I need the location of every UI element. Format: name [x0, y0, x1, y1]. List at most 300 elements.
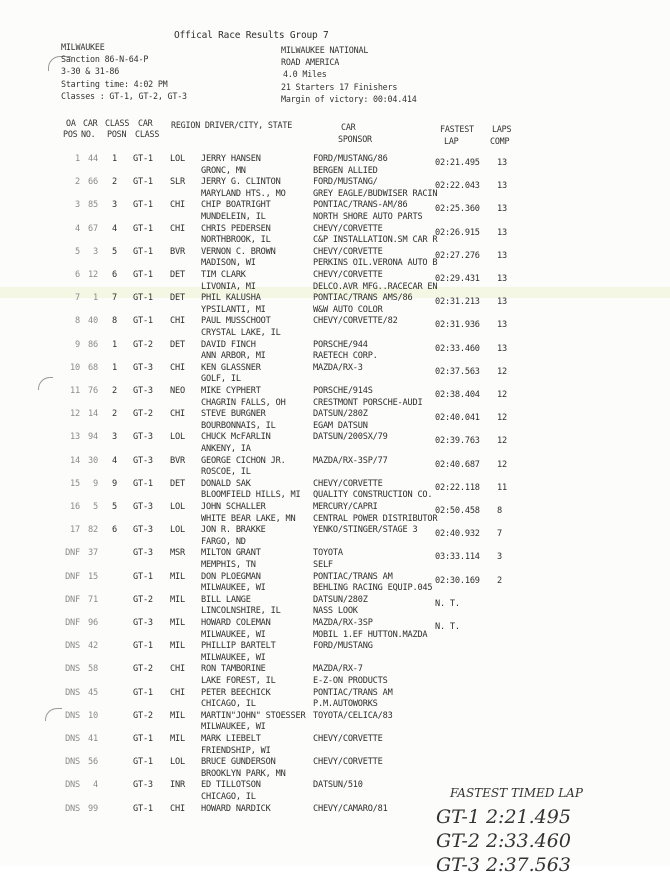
header-track: ROAD AMERICA	[281, 57, 340, 67]
row-car-no: 76	[88, 386, 98, 396]
col-posn: POSN	[107, 129, 127, 139]
row-car: CHEVY/CORVETTE	[313, 734, 383, 744]
row-car: DATSUN/510	[313, 780, 363, 791]
row-car-no: 37	[88, 548, 98, 559]
pencil-mark	[38, 377, 53, 390]
row-city: MEMPHIS, TN	[201, 559, 256, 570]
row-fastest-lap: 02:27.276	[435, 250, 480, 261]
col-lap: LAP	[444, 136, 459, 146]
row-sponsor: E-Z-ON PRODUCTS	[313, 675, 388, 686]
row-class: GT-1	[133, 177, 153, 188]
row-class-posn: 1	[112, 154, 117, 164]
row-class: GT-3	[133, 525, 153, 536]
row-driver: HOWARD COLEMAN	[201, 618, 271, 628]
row-region: MIL	[170, 641, 185, 652]
row-sponsor: BERGEN ALLIED	[313, 165, 378, 176]
col-class: CLASS	[105, 118, 130, 128]
row-laps: 13	[497, 158, 507, 168]
row-class-posn: 6	[112, 525, 117, 536]
row-car: DATSUN/280Z	[313, 594, 368, 605]
row-laps: 13	[497, 343, 507, 354]
row-class: GT-1	[133, 154, 153, 164]
row-laps: 12	[497, 436, 507, 447]
row-pos: 16	[70, 502, 80, 512]
header-event: MILWAUKEE NATIONAL	[281, 45, 369, 55]
row-region: CHI	[170, 664, 185, 675]
row-car: CHEVY/CORVETTE	[313, 223, 383, 234]
row-driver: JERRY G. CLINTON	[201, 177, 281, 188]
row-sponsor: C&P INSTALLATION.SM CAR R	[313, 235, 438, 246]
row-pos: 4	[75, 223, 80, 234]
row-fastest-lap: 02:31.213	[435, 297, 480, 308]
row-laps: 13	[497, 227, 507, 238]
row-driver: TIM CLARK	[201, 270, 246, 280]
row-region: LOL	[170, 502, 185, 512]
row-car: PONTIAC/TRANS AM	[313, 687, 393, 698]
row-pos: 5	[75, 246, 80, 257]
row-car-no: 71	[88, 594, 98, 605]
row-class: GT-1	[133, 223, 153, 234]
row-region: CHI	[170, 200, 185, 211]
row-class: GT-3	[133, 618, 153, 628]
row-car: PORSCHE/944	[313, 339, 368, 350]
row-class: GT-1	[133, 246, 153, 257]
row-car-no: 3	[93, 246, 98, 257]
row-region: LOL	[170, 432, 185, 443]
row-class: GT-3	[133, 548, 153, 559]
row-pos: DNF	[65, 571, 80, 582]
row-car-no: 58	[88, 664, 98, 675]
row-pos: 10	[70, 362, 80, 373]
row-driver: JERRY HANSEN	[201, 154, 261, 164]
row-driver: VERNON C. BROWN	[201, 246, 276, 257]
row-sponsor: MOBIL 1.EF HUTTON.MAZDA	[313, 629, 428, 640]
row-laps: 13	[497, 297, 507, 308]
row-region: CHI	[170, 362, 185, 373]
row-fastest-lap: 02:38.404	[435, 390, 480, 400]
row-class-posn: 5	[112, 246, 117, 257]
row-region: DET	[170, 478, 185, 489]
row-pos: DNS	[65, 757, 80, 768]
row-class-posn: 7	[112, 293, 117, 304]
row-region: MIL	[170, 710, 185, 721]
row-laps: 13	[497, 250, 507, 261]
col-oa: OA	[66, 118, 76, 128]
row-sponsor: EGAM DATSUN	[313, 420, 368, 431]
row-city: BLOOMFIELD HILLS, MI	[201, 490, 301, 501]
row-laps: 13	[497, 274, 507, 284]
row-city: CHICAGO, IL	[201, 791, 256, 802]
row-sponsor: QUALITY CONSTRUCTION CO.	[313, 490, 433, 501]
row-class-posn: 1	[112, 362, 117, 373]
row-class: GT-3	[133, 780, 153, 791]
row-class: GT-1	[133, 200, 153, 211]
row-class-posn: 3	[112, 432, 117, 443]
row-pos: DNF	[65, 618, 80, 628]
handwritten-gt2: GT-2 2:33.460	[436, 830, 571, 852]
row-driver: CHIP BOATRIGHT	[201, 200, 271, 211]
row-fastest-lap: 02:39.763	[435, 436, 480, 447]
row-region: BVR	[170, 246, 185, 257]
row-class: GT-3	[133, 455, 153, 466]
row-laps: 13	[497, 320, 507, 331]
row-car: DATSUN/200SX/79	[313, 432, 388, 443]
row-city: YPSILANTI, MI	[201, 304, 266, 315]
col-pos: POS	[63, 129, 78, 139]
row-car-no: 40	[88, 316, 98, 327]
row-class: GT-1	[133, 316, 153, 327]
row-car-no: 42	[88, 641, 98, 652]
row-region: BVR	[170, 455, 185, 466]
row-region: MIL	[170, 571, 185, 582]
row-car: MAZDA/RX-3	[313, 362, 363, 373]
row-laps: 12	[497, 413, 507, 424]
row-city: GRONC, MN	[201, 165, 246, 176]
row-driver: CHUCK McFARLIN	[201, 432, 271, 443]
row-laps: 13	[497, 181, 507, 192]
row-car-no: 4	[93, 780, 98, 791]
row-fastest-lap: 02:22.043	[435, 181, 480, 192]
row-car-no: 56	[88, 757, 98, 768]
row-pos: DNS	[65, 780, 80, 791]
row-fastest-lap: 02:31.936	[435, 320, 480, 331]
row-fastest-lap: 03:33.114	[435, 552, 480, 563]
row-car: MAZDA/RX-3SP	[313, 618, 373, 628]
row-car-no: 45	[88, 687, 98, 698]
row-car: MAZDA/RX-3SP/77	[313, 455, 388, 466]
row-driver: BRUCE GUNDERSON	[201, 757, 276, 768]
row-car: PONTIAC/TRANS AMS/86	[313, 293, 413, 304]
row-car: CHEVY/CORVETTE	[313, 246, 383, 257]
row-sponsor: NASS LOOK	[313, 606, 358, 617]
row-pos: DNS	[65, 710, 80, 721]
row-driver: RON TAMBORINE	[201, 664, 266, 675]
row-car-no: 94	[88, 432, 98, 443]
row-city: WHITE BEAR LAKE, MN	[201, 513, 296, 524]
col-no: NO.	[81, 129, 96, 139]
col-car: CAR	[83, 118, 98, 128]
row-driver: KEN GLASSNER	[201, 362, 261, 373]
row-city: BROOKLYN PARK, MN	[201, 768, 286, 779]
row-region: DET	[170, 293, 185, 304]
row-driver: BILL LANGE	[201, 594, 251, 605]
row-pos: DNS	[65, 664, 80, 675]
col-fastest: FASTEST	[440, 124, 474, 134]
row-region: MIL	[170, 594, 185, 605]
row-region: CHI	[170, 803, 185, 814]
row-car: CHEVY/CORVETTE/82	[313, 316, 398, 327]
row-city: ANN ARBOR, MI	[201, 351, 266, 362]
row-city: LIVONIA, MI	[201, 281, 256, 292]
row-pos: 7	[75, 293, 80, 304]
row-region: SLR	[170, 177, 185, 188]
row-driver: STEVE BURGNER	[201, 409, 266, 420]
row-car-no: 41	[88, 734, 98, 744]
row-car-no: 85	[88, 200, 98, 211]
row-pos: 8	[75, 316, 80, 327]
row-driver: DAVID FINCH	[201, 339, 256, 350]
row-laps: 8	[497, 506, 502, 516]
row-class: GT-3	[133, 386, 153, 396]
row-fastest-lap: 02:50.458	[435, 506, 480, 516]
row-class: GT-2	[133, 594, 153, 605]
row-sponsor: CENTRAL POWER DISTRIBUTOR	[313, 513, 438, 524]
row-pos: 6	[75, 270, 80, 280]
row-driver: PETER BEECHICK	[201, 687, 271, 698]
row-car: PONTIAC/TRANS AM	[313, 571, 393, 582]
row-class-posn: 8	[112, 316, 117, 327]
row-pos: 11	[70, 386, 80, 396]
row-class-posn: 4	[112, 223, 117, 234]
row-class: GT-3	[133, 432, 153, 443]
row-car: CHEVY/CORVETTE	[313, 270, 383, 280]
header-margin: Margin of victory: 00:04.414	[281, 94, 417, 104]
row-city: MILWAUKEE, WI	[201, 629, 266, 640]
row-driver: JON R. BRAKKE	[201, 525, 266, 536]
row-driver: HOWARD NARDICK	[201, 803, 271, 814]
row-city: ROSCOE, IL	[201, 467, 251, 478]
row-region: CHI	[170, 409, 185, 420]
row-pos: DNS	[65, 687, 80, 698]
row-car-no: 86	[88, 339, 98, 350]
row-laps: 13	[497, 204, 507, 215]
row-sponsor: CRESTMONT PORSCHE-AUDI	[313, 397, 423, 408]
row-region: DET	[170, 270, 185, 280]
row-class: GT-1	[133, 757, 153, 768]
row-car: YENKO/STINGER/STAGE 3	[313, 525, 418, 536]
row-city: NORTHBROOK, IL	[201, 235, 271, 246]
col-sponsor: SPONSOR	[338, 134, 372, 144]
row-sponsor: SELF	[313, 559, 333, 570]
row-class: GT-1	[133, 571, 153, 582]
row-car-no: 1	[93, 293, 98, 304]
row-sponsor: GREY EAGLE/BUDWISER RACIN	[313, 188, 438, 199]
row-pos: DNS	[65, 641, 80, 652]
row-region: INR	[170, 780, 185, 791]
row-sponsor: BEHLING RACING EQUIP.045	[313, 583, 433, 594]
row-city: MILWAUKEE, WI	[201, 583, 266, 594]
row-car-no: 99	[88, 803, 98, 814]
row-car: TOYOTA	[313, 548, 343, 559]
row-class-posn: 6	[112, 270, 117, 280]
row-region: CHI	[170, 687, 185, 698]
row-region: MIL	[170, 734, 185, 744]
row-fastest-lap: 02:40.041	[435, 413, 480, 424]
row-region: LOL	[170, 757, 185, 768]
row-fastest-lap: 02:25.360	[435, 204, 480, 215]
row-class: GT-2	[133, 664, 153, 675]
row-fastest-lap: 02:26.915	[435, 227, 480, 238]
handwritten-heading: FASTEST TIMED LAP	[450, 786, 583, 800]
row-laps: 2	[497, 575, 502, 586]
row-sponsor: W&W AUTO COLOR	[313, 304, 383, 315]
row-class-posn: 9	[112, 478, 117, 489]
row-fastest-lap: 02:22.118	[435, 482, 480, 493]
row-car: TOYOTA/CELICA/83	[313, 710, 393, 721]
row-car-no: 12	[88, 270, 98, 280]
col-car3: CAR	[341, 122, 356, 132]
row-city: LAKE FOREST, IL	[201, 675, 276, 686]
row-car-no: 67	[88, 223, 98, 234]
row-pos: DNS	[65, 734, 80, 744]
row-driver: MARK LIEBELT	[201, 734, 261, 744]
row-region: MSR	[170, 548, 185, 559]
row-class-posn: 1	[112, 339, 117, 350]
row-laps: 11	[497, 482, 507, 493]
row-class-posn: 5	[112, 502, 117, 512]
row-laps: 3	[497, 552, 502, 563]
row-laps: 12	[497, 390, 507, 400]
row-car: DATSUN/280Z	[313, 409, 368, 420]
row-laps: 12	[497, 366, 507, 377]
row-city: FARGO, ND	[201, 536, 246, 547]
row-car-no: 9	[93, 478, 98, 489]
row-car-no: 82	[88, 525, 98, 536]
row-class: GT-1	[133, 641, 153, 652]
row-city: CHICAGO, IL	[201, 699, 256, 710]
row-sponsor: NORTH SHORE AUTO PARTS	[313, 211, 423, 222]
handwritten-gt3: GT-3 2:37.563	[436, 854, 571, 876]
row-car: CHEVY/CORVETTE	[313, 757, 383, 768]
row-car: MERCURY/CAPRI	[313, 502, 378, 512]
row-sponsor: DELCO.AVR MFG..RACECAR EN	[313, 281, 438, 292]
row-driver: DONALD SAK	[201, 478, 251, 489]
row-class-posn: 4	[112, 455, 117, 466]
row-car: CHEVY/CAMARO/81	[313, 803, 388, 814]
row-laps: 7	[497, 529, 502, 540]
row-city: CHAGRIN FALLS, OH	[201, 397, 286, 408]
row-pos: 15	[70, 478, 80, 489]
header-location: MILWAUKEE	[61, 42, 105, 52]
header-start-time: Starting time: 4:02 PM	[61, 79, 168, 89]
row-region: NEO	[170, 386, 185, 396]
row-region: MIL	[170, 618, 185, 628]
col-car-class: CLASS	[135, 129, 160, 139]
row-driver: MILTON GRANT	[201, 548, 261, 559]
row-car: FORD/MUSTANG/86	[313, 154, 388, 164]
row-class: GT-1	[133, 734, 153, 744]
row-class: GT-3	[133, 502, 153, 512]
header-starters: 21 Starters 17 Finishers	[281, 82, 398, 92]
row-car-no: 10	[88, 710, 98, 721]
row-pos: DNF	[65, 594, 80, 605]
row-driver: MIKE CYPHERT	[201, 386, 261, 396]
row-pos: 17	[70, 525, 80, 536]
header-distance: 4.0 Miles	[283, 69, 327, 79]
row-fastest-lap: 02:40.687	[435, 459, 480, 470]
row-pos: 14	[70, 455, 80, 466]
row-driver: PHIL KALUSHA	[201, 293, 261, 304]
row-car-no: 14	[88, 409, 98, 420]
row-laps: 12	[497, 459, 507, 470]
col-laps: LAPS	[492, 124, 512, 134]
row-car: MAZDA/RX-7	[313, 664, 363, 675]
row-class: GT-1	[133, 270, 153, 280]
row-class-posn: 2	[112, 177, 117, 188]
row-city: CRYSTAL LAKE, IL	[201, 327, 281, 338]
row-sponsor: P.M.AUTOWORKS	[313, 699, 378, 710]
row-fastest-lap: 02:33.460	[435, 343, 480, 354]
row-pos: 12	[70, 409, 80, 420]
row-class-posn: 3	[112, 200, 117, 211]
row-driver: PAUL MUSSCHOOT	[201, 316, 271, 327]
row-sponsor: RAETECH CORP.	[313, 351, 378, 362]
row-pos: 9	[75, 339, 80, 350]
row-region: LOL	[170, 154, 185, 164]
row-fastest-lap: 02:37.563	[435, 366, 480, 377]
row-class: GT-2	[133, 710, 153, 721]
row-city: FRIENDSHIP, WI	[201, 745, 271, 756]
row-region: CHI	[170, 223, 185, 234]
row-class: GT-1	[133, 803, 153, 814]
row-city: MARYLAND HTS., MO	[201, 188, 286, 199]
row-fastest-lap: 02:29.431	[435, 274, 480, 284]
row-pos: 3	[75, 200, 80, 211]
row-region: DET	[170, 339, 185, 350]
row-fastest-lap: N. T.	[435, 598, 460, 609]
header-classes: Classes : GT-1, GT-2, GT-3	[61, 91, 187, 101]
row-driver: ED TILLOTSON	[201, 780, 261, 791]
row-pos: DNF	[65, 548, 80, 559]
row-car: PONTIAC/TRANS-AM/86	[313, 200, 408, 211]
row-car-no: 15	[88, 571, 98, 582]
row-region: CHI	[170, 316, 185, 327]
row-region: LOL	[170, 525, 185, 536]
row-car-no: 30	[88, 455, 98, 466]
row-driver: DON PLOEGMAN	[201, 571, 261, 582]
row-city: MILWAUKEE, WI	[201, 652, 266, 663]
handwritten-gt1: GT-1 2:21.495	[436, 806, 571, 828]
header-sanction: Sanction 86-N-64-P	[61, 54, 149, 64]
row-city: MADISON, WI	[201, 258, 256, 269]
col-comp: COMP	[490, 136, 510, 146]
col-region-driver: REGION DRIVER/CITY, STATE	[171, 120, 293, 130]
row-fastest-lap: 02:30.169	[435, 575, 480, 586]
row-class-posn: 2	[112, 386, 117, 396]
row-pos: DNS	[65, 803, 80, 814]
row-driver: MARTIN"JOHN" STOESSER	[201, 710, 306, 721]
row-class: GT-1	[133, 687, 153, 698]
row-car: CHEVY/CORVETTE	[313, 478, 383, 489]
row-car: FORD/MUSTANG	[313, 641, 373, 652]
row-car-no: 44	[88, 154, 98, 164]
row-class-posn: 2	[112, 409, 117, 420]
row-car: PORSCHE/914S	[313, 386, 373, 396]
row-car: FORD/MUSTANG/	[313, 177, 378, 188]
row-class: GT-1	[133, 293, 153, 304]
row-class: GT-2	[133, 409, 153, 420]
row-pos: 2	[75, 177, 80, 188]
row-class: GT-2	[133, 339, 153, 350]
row-car-no: 68	[88, 362, 98, 373]
row-sponsor: PERKINS OIL.VERONA AUTO B	[313, 258, 438, 269]
row-fastest-lap: 02:21.495	[435, 158, 480, 168]
row-city: LINCOLNSHIRE, IL	[201, 606, 281, 617]
row-car-no: 96	[88, 618, 98, 628]
row-class: GT-1	[133, 478, 153, 489]
row-fastest-lap: 02:40.932	[435, 529, 480, 540]
row-pos: 13	[70, 432, 80, 443]
header-dates: 3-30 & 31-86	[61, 66, 120, 76]
row-city: BOURBONNAIS, IL	[201, 420, 276, 431]
row-city: MUNDELEIN, IL	[201, 211, 266, 222]
col-car2: CAR	[138, 118, 153, 128]
row-fastest-lap: N. T.	[435, 622, 460, 632]
row-city: MILWAUKEE, WI	[201, 722, 266, 733]
row-city: GOLF, IL	[201, 374, 241, 385]
row-pos: 1	[75, 154, 80, 164]
row-driver: PHILLIP BARTELT	[201, 641, 276, 652]
